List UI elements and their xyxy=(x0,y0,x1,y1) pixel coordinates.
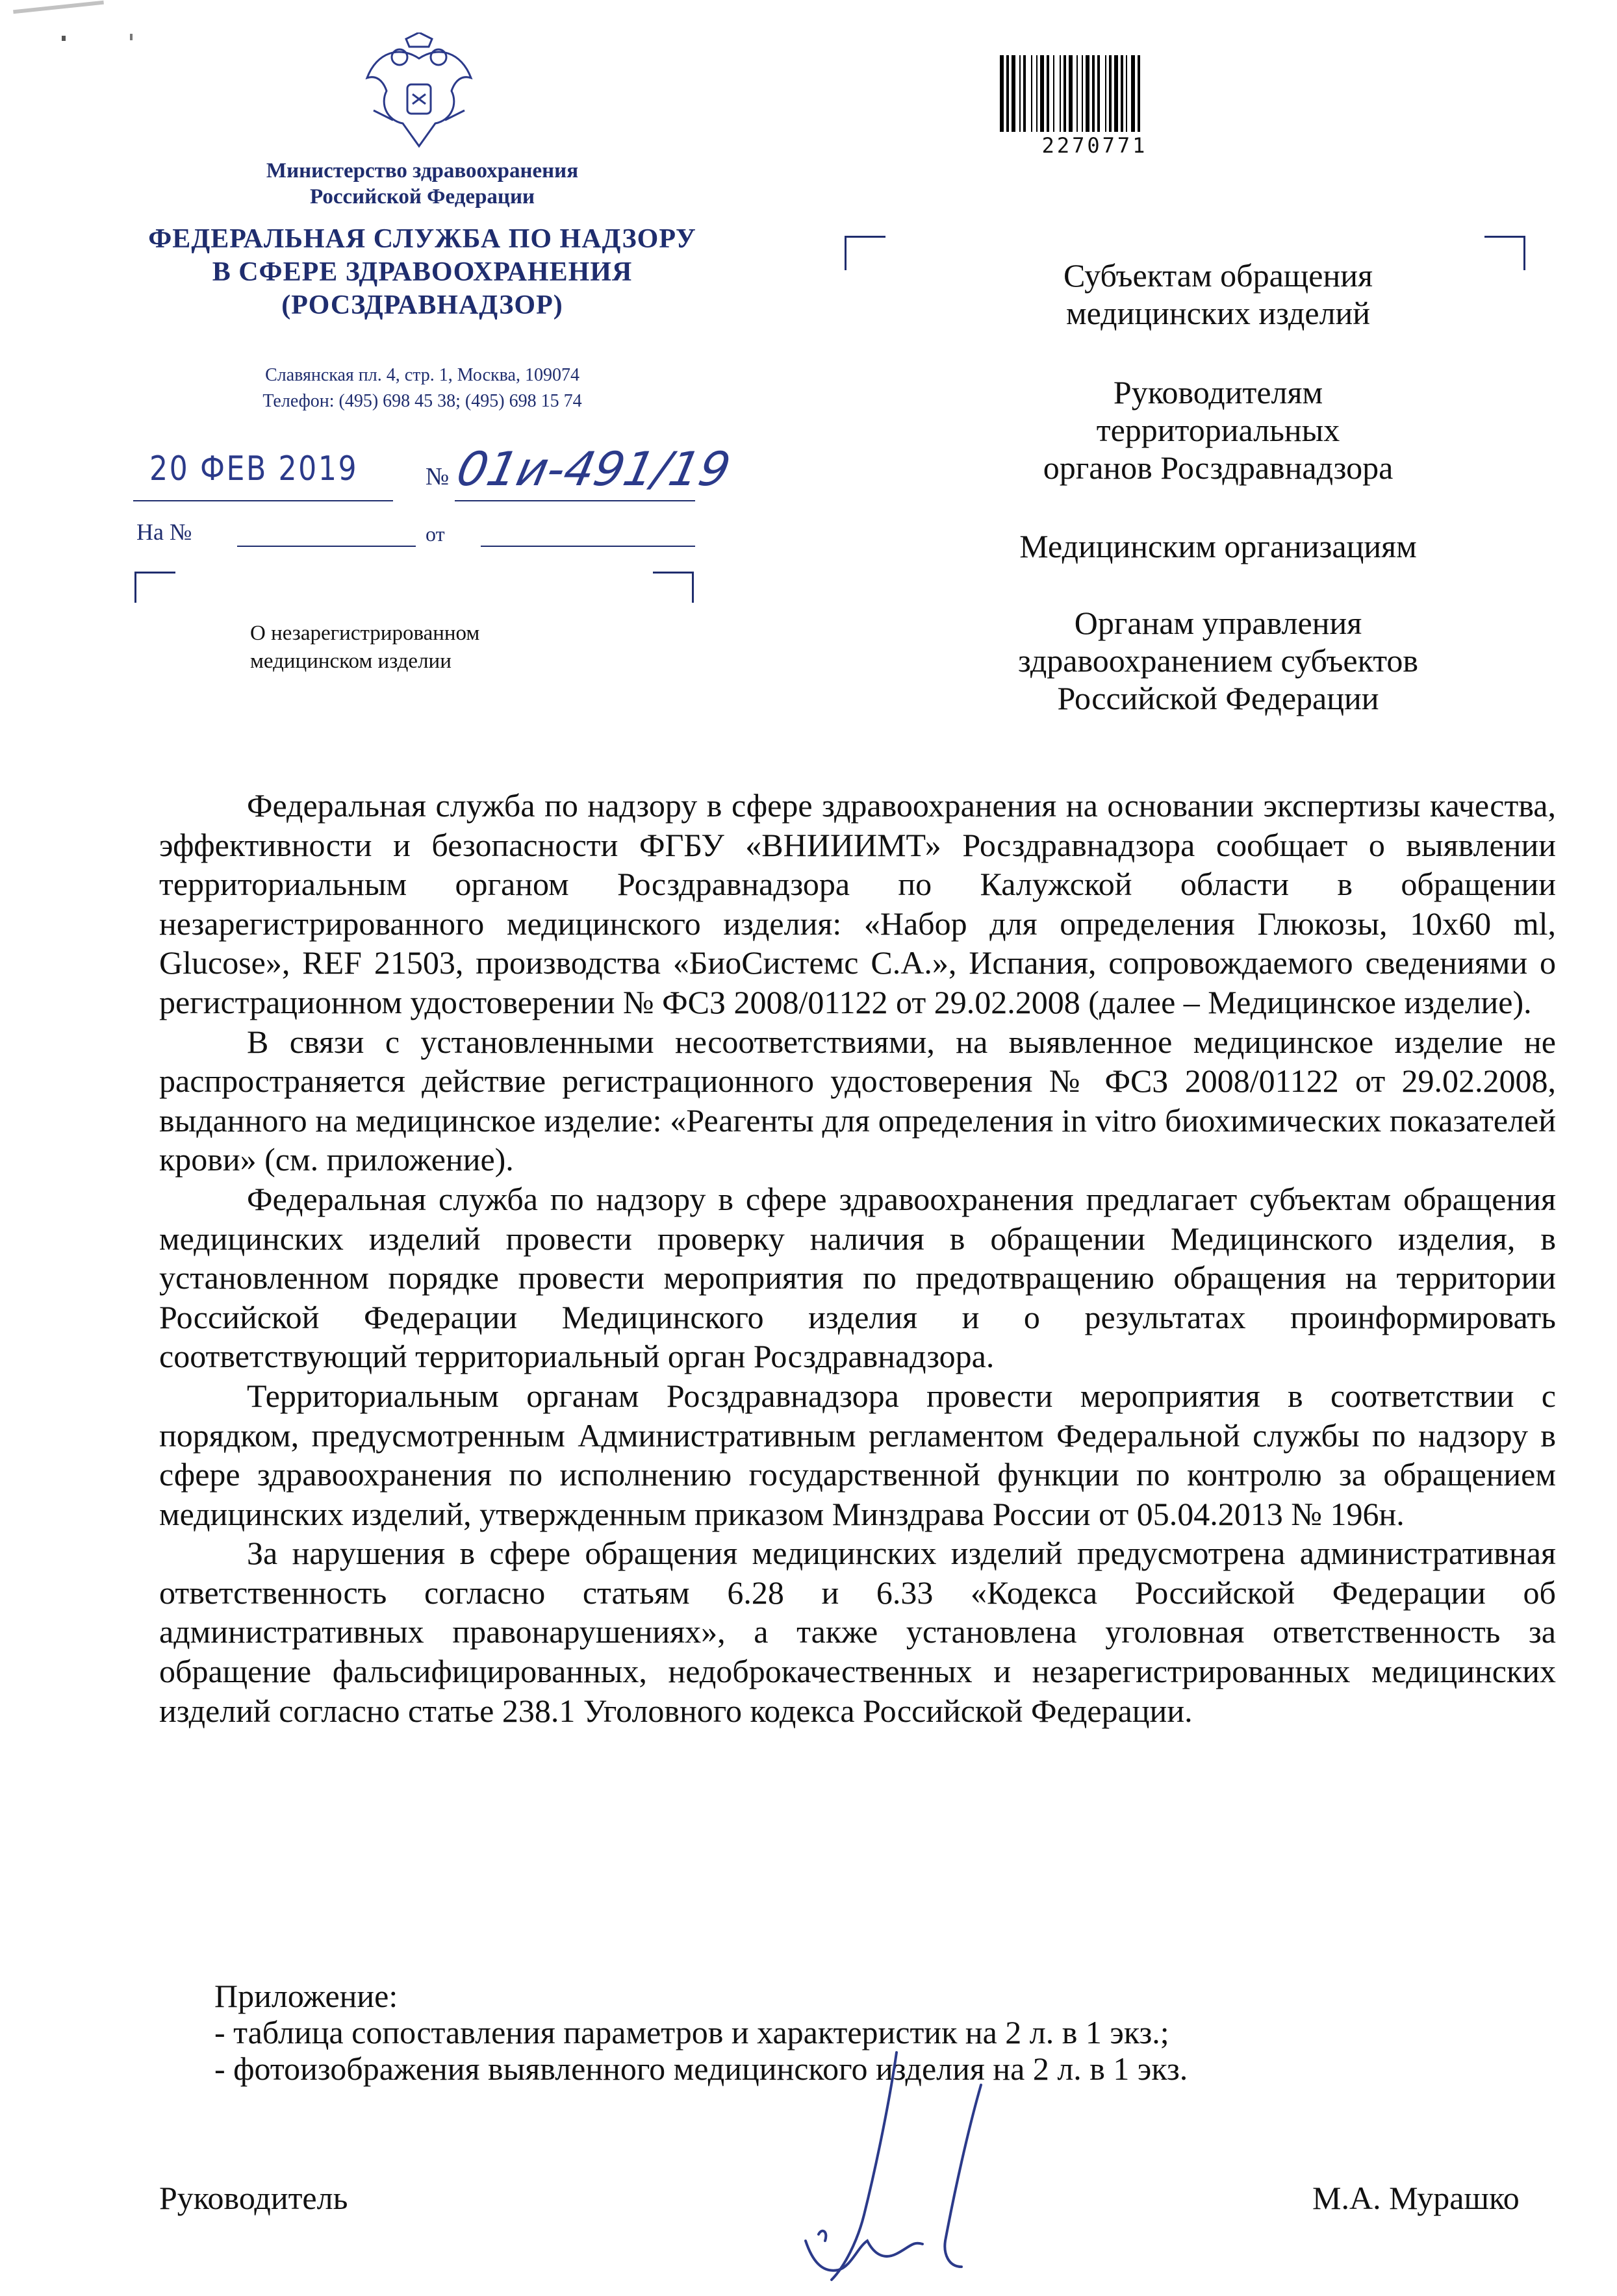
recipient-line: Руководителям xyxy=(1113,374,1323,410)
barcode-bar xyxy=(1047,55,1049,132)
body-paragraph: В связи с установленными несоответствиями, на выявленное медицинское изделие не распространяется действие регистрационного удостоверения № ФСЗ 2008/01122 от 29.02.2008, выданного на медицинское изделие: «Реагенты для определения in vitro биохимических показателей крови» (см. приложение). xyxy=(159,1023,1556,1178)
barcode-bar xyxy=(1040,55,1044,132)
barcode-bar xyxy=(1082,55,1083,132)
ministry-name-line1: Министерство здравоохранения xyxy=(266,159,579,183)
scan-artifact xyxy=(130,34,133,40)
scan-artifact xyxy=(62,36,66,41)
sender-phone: Телефон: (495) 698 45 38; (495) 698 15 74 xyxy=(262,391,582,411)
barcode-bar xyxy=(1060,55,1061,132)
ministry-name-line2: Российской Федерации xyxy=(310,185,535,208)
recipient-line: Субъектам обращения xyxy=(1063,257,1373,294)
sender-address: Славянская пл. 4, стр. 1, Москва, 109074 xyxy=(265,365,579,385)
barcode-bar xyxy=(1012,55,1015,132)
subject-line2: медицинском изделии xyxy=(250,650,452,673)
barcode-bar xyxy=(1092,55,1095,132)
recipient-block xyxy=(916,604,1520,717)
barcode-bar xyxy=(1131,55,1135,132)
service-name-line2: В СФЕРЕ ЗДРАВООХРАНЕНИЯ xyxy=(212,257,633,287)
signatory-name: М.А. Мурашко xyxy=(1312,2180,1520,2216)
barcode-bar xyxy=(1076,55,1078,132)
barcode-number: 2270771 xyxy=(1041,133,1148,158)
appendix-item: - фотоизображения выявленного медицинского изделия на 2 л. в 1 экз. xyxy=(214,2050,1188,2087)
letter-body xyxy=(159,786,1556,1730)
number-underline xyxy=(455,500,695,501)
scan-artifact xyxy=(13,1,104,14)
registration-number: 01и-491/19 xyxy=(452,442,735,496)
barcode-icon xyxy=(997,55,1192,140)
recipient-line: Органам управления xyxy=(1074,605,1362,641)
barcode-bar xyxy=(1126,55,1127,132)
subject-corner-left xyxy=(134,572,175,603)
recipient-line: здравоохранением субъектов xyxy=(1017,642,1419,679)
appendix-item: - таблица сопоставления параметров и характеристик на 2 л. в 1 экз.; xyxy=(214,2014,1169,2050)
reply-to-label: На № xyxy=(136,519,192,545)
barcode-bar xyxy=(1023,55,1026,132)
subject-line1: О незарегистрированном xyxy=(250,622,480,645)
barcode-bar xyxy=(1105,55,1106,132)
barcode-bar xyxy=(1109,55,1112,132)
barcode-bar xyxy=(1138,55,1140,132)
recipients-corner-left xyxy=(845,236,885,270)
signatory-role: Руководитель xyxy=(159,2180,348,2216)
barcode-bar xyxy=(1114,55,1118,132)
service-name-line3: (РОСЗДРАВНАДЗОР) xyxy=(281,290,563,320)
recipient-line: Медицинским организациям xyxy=(1019,528,1417,564)
service-name-line1: ФЕДЕРАЛЬНАЯ СЛУЖБА ПО НАДЗОРУ xyxy=(148,224,696,254)
recipient-line: медицинских изделий xyxy=(1065,295,1371,331)
from-label: от xyxy=(426,522,445,546)
recipient-line: Российской Федерации xyxy=(1057,680,1379,716)
barcode-bar xyxy=(1097,55,1100,132)
appendix-title: Приложение: xyxy=(214,1978,398,2014)
body-paragraph: Федеральная служба по надзору в сфере здравоохранения предлагает субъектам обращения медицинских изделий провести проверку наличия в обращении Медицинского изделия, в установленном порядке провести мероприятия по предотвращению обращения на территории Российской Федерации Медицинского изделия и о результатах проинформировать соответствующий территориальный орган Росздравнадзора. xyxy=(159,1180,1556,1375)
from-underline xyxy=(481,546,695,547)
barcode-bar xyxy=(1121,55,1123,132)
barcode-bar xyxy=(1036,55,1038,132)
recipient-block xyxy=(916,257,1520,332)
recipient-line: территориальных xyxy=(1096,412,1340,448)
body-paragraph: Территориальным органам Росздравнадзора провести мероприятия в соответствии с порядком, предусмотренным Административным регламентом Федеральной службы по надзору в сфере здравоохранения по исполнению государственной функции по контролю за обращением медицинских изделий, утвержденным приказом Минздрава России от 05.04.2013 № 196н. xyxy=(159,1377,1556,1532)
barcode-bar xyxy=(1000,55,1004,132)
barcode-bar xyxy=(1063,55,1066,132)
barcode-bar xyxy=(1031,55,1032,132)
date-stamp: 20 ФЕВ 2019 xyxy=(149,449,359,488)
recipient-block xyxy=(916,527,1520,565)
subject-corner-right xyxy=(653,572,694,603)
double-headed-eagle-emblem-icon xyxy=(354,32,484,156)
body-paragraph: За нарушения в сфере обращения медицинских изделий предусмотрена административная ответственность согласно статьям 6.28 и 6.33 «Кодекса Российской Федерации об административных правонарушениях», а также установлена уголовная ответственность за обращение фальсифицированных, недоброкачественных и незарегистрированных медицинских изделий согласно статье 238.1 Уголовного кодекса Российской Федерации. xyxy=(159,1535,1556,1729)
reply-to-underline xyxy=(237,546,416,547)
barcode-bar xyxy=(1006,55,1009,132)
handwritten-signature-icon xyxy=(793,2046,1065,2293)
barcode-bar xyxy=(1069,55,1073,132)
recipient-block xyxy=(916,373,1520,486)
barcode-bar xyxy=(1053,55,1054,132)
number-label: № xyxy=(426,463,450,490)
date-underline xyxy=(133,500,393,501)
body-paragraph: Федеральная служба по надзору в сфере здравоохранения на основании экспертизы качества, эффективности и безопасности ФГБУ «ВНИИИМТ» Росздравнадзора сообщает о выявлении территориальным органом Росздравнадзора по Калужской области в обращении незарегистрированного медицинского изделия: «Набор для определения Глюкозы, 10x60 ml, Glucose», REF 21503, производства «БиоСистемс С.А.», Испания, сопровождаемого сведениями о регистрационном удостоверении № ФСЗ 2008/01122 от 29.02.2008 (далее – Медицинское изделие). xyxy=(159,787,1556,1020)
barcode-bar xyxy=(1086,55,1089,132)
barcode-bar xyxy=(1019,55,1021,132)
recipient-line: органов Росздравнадзора xyxy=(1043,449,1394,486)
